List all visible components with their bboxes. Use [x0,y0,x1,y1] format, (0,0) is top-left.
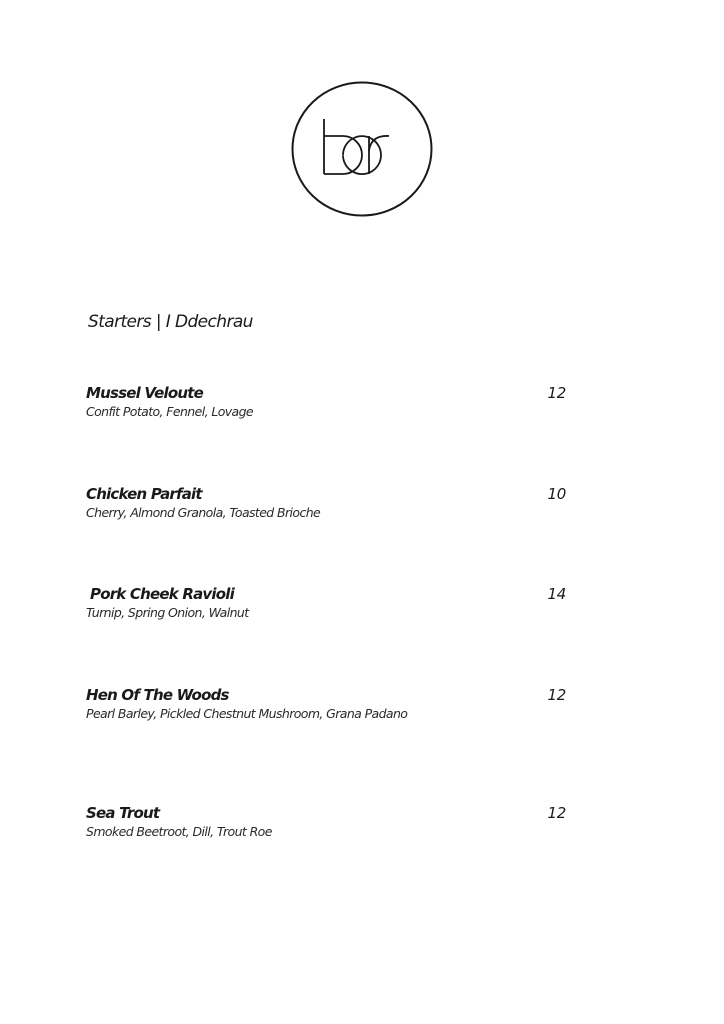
item-name: Sea Trout [86,804,160,822]
item-description: Confit Potato, Fennel, Lovage [86,404,254,419]
section-title: Starters | I Ddechrau [88,312,253,332]
item-price: 12 [547,686,566,704]
item-description: Cherry, Almond Granola, Toasted Brioche [86,505,321,520]
item-price: 10 [547,485,566,503]
menu-item [86,686,566,726]
menu-item [86,485,566,525]
item-name: Mussel Veloute [86,384,203,402]
item-name: Hen Of The Woods [86,686,229,704]
item-description: Smoked Beetroot, Dill, Trout Roe [86,824,272,839]
menu-item [86,384,566,424]
menu-item [86,585,566,625]
item-price: 12 [547,804,566,822]
br-logo [291,81,433,217]
item-name: Chicken Parfait [86,485,202,503]
item-price: 14 [547,585,566,603]
item-price: 12 [547,384,566,402]
menu-item [86,804,566,844]
item-description: Pearl Barley, Pickled Chestnut Mushroom, Grana Padano [86,706,408,721]
item-description: Turnip, Spring Onion, Walnut [86,605,249,620]
item-name: Pork Cheek Ravioli [90,585,234,603]
